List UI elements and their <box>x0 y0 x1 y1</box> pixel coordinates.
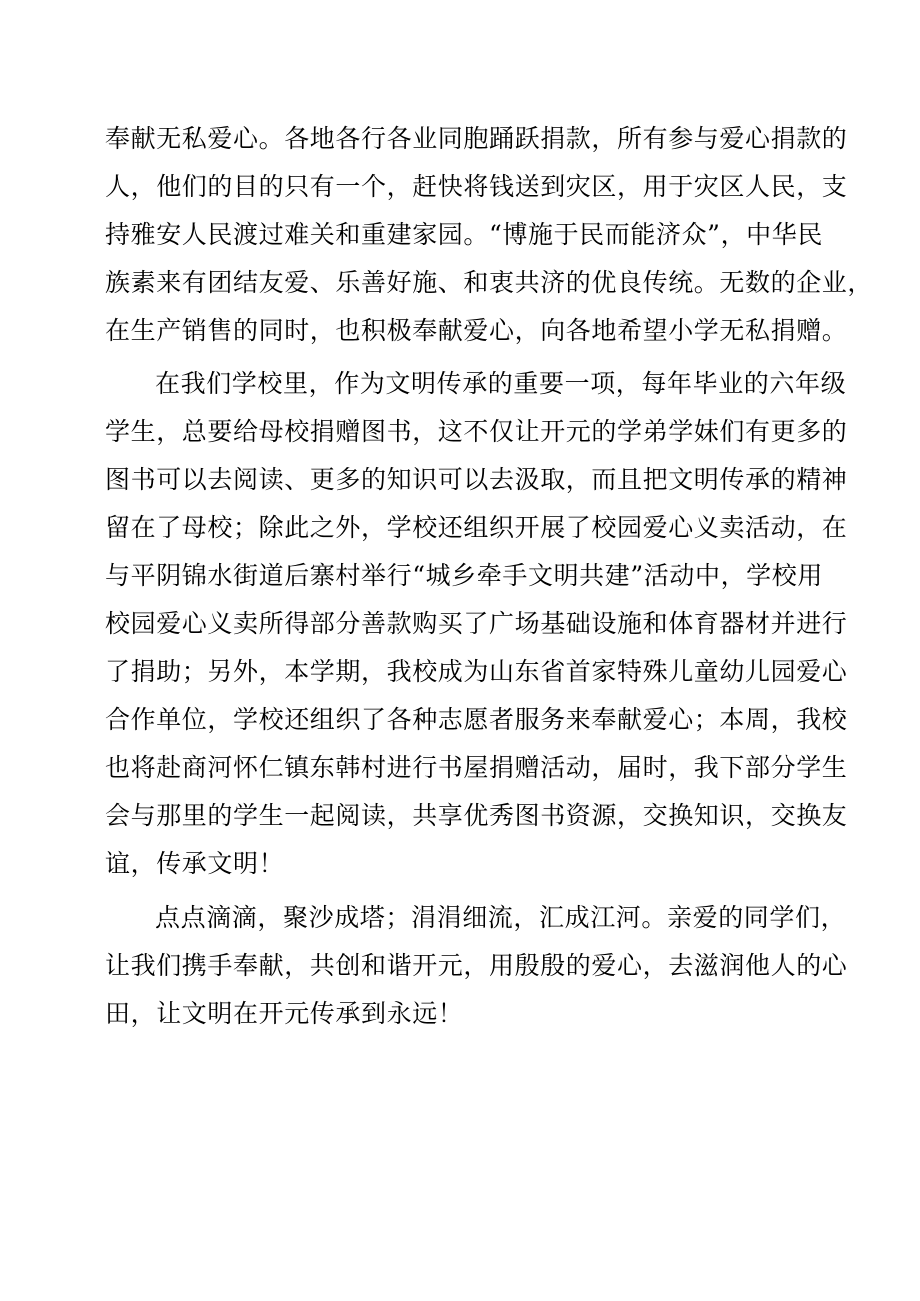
text-line: 在生产销售的同时，也积极奉献爱心，向各地希望小学无私捐赠。 <box>105 316 848 345</box>
text-line: 学生，总要给母校捐赠图书，这不仅让开元的学弟学妹们有更多的 <box>105 417 848 446</box>
text-line: 校园爱心义卖所得部分善款购买了广场基础设施和体育器材并进行 <box>105 609 848 638</box>
text-line: 田，让文明在开元传承到永远！ <box>105 999 464 1028</box>
text-line: 会与那里的学生一起阅读，共享优秀图书资源，交换知识，交换友 <box>105 801 848 830</box>
text-line: 族素来有团结友爱、乐善好施、和衷共济的优良传统。无数的企业， <box>105 268 874 297</box>
paragraph-start-line: 在我们学校里，作为文明传承的重要一项，每年毕业的六年级 <box>155 369 847 398</box>
text-line: 图书可以去阅读、更多的知识可以去汲取，而且把文明传承的精神 <box>105 465 848 494</box>
text-line: 奉献无私爱心。各地各行各业同胞踊跃捐款，所有参与爱心捐款的 <box>105 124 848 153</box>
text-line: 人，他们的目的只有一个，赶快将钱送到灾区，用于灾区人民，支 <box>105 172 848 201</box>
text-line: 留在了母校；除此之外，学校还组织开展了校园爱心义卖活动，在 <box>105 513 848 542</box>
text-line: 谊，传承文明！ <box>105 849 285 878</box>
text-line: 让我们携手奉献，共创和谐开元，用殷殷的爱心，去滋润他人的心 <box>105 951 848 980</box>
paragraph-start-line: 点点滴滴，聚沙成塔；涓涓细流，汇成江河。亲爱的同学们， <box>155 903 847 932</box>
text-line: 了捐助；另外，本学期，我校成为山东省首家特殊儿童幼儿园爱心 <box>105 657 848 686</box>
text-line: 合作单位，学校还组织了各种志愿者服务来奉献爱心；本周，我校 <box>105 705 848 734</box>
text-line: 也将赴商河怀仁镇东韩村进行书屋捐赠活动，届时，我下部分学生 <box>105 753 848 782</box>
text-line: 持雅安人民渡过难关和重建家园。“博施于民而能济众”，中华民 <box>105 220 823 249</box>
text-line: 与平阴锦水街道后寨村举行“城乡牵手文明共建”活动中，学校用 <box>105 561 823 590</box>
